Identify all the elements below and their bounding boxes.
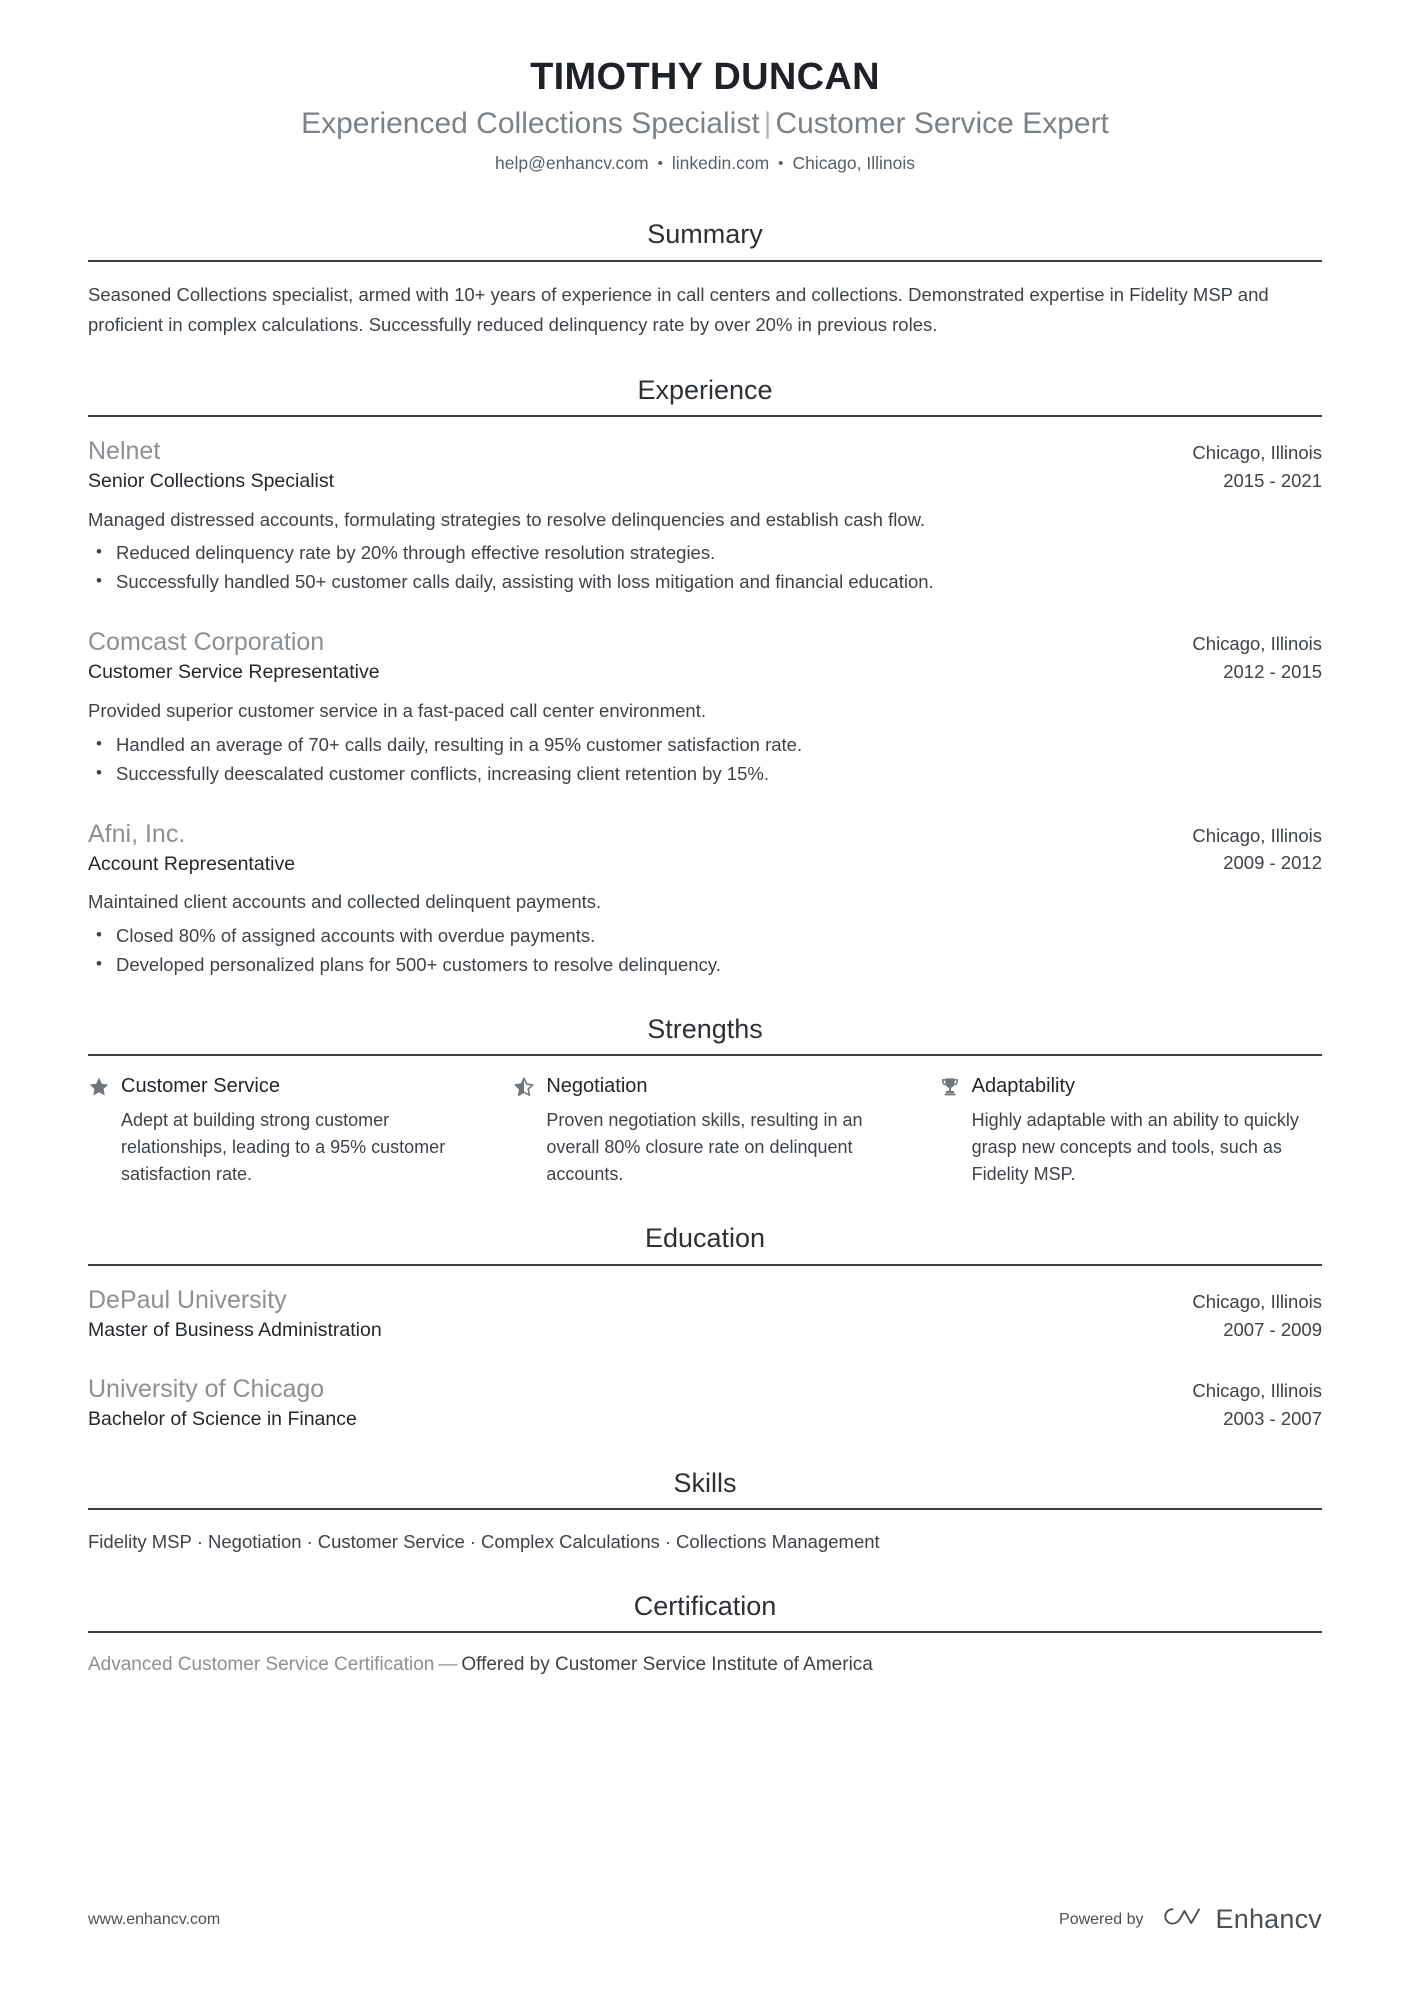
experience-entry bbox=[88, 626, 1322, 787]
certification-dash: — bbox=[438, 1654, 458, 1676]
education-entry bbox=[88, 1284, 1322, 1343]
job-bullet: • Successfully deescalated customer conflicts, increasing client retention by 15%. bbox=[88, 760, 1322, 788]
candidate-headline bbox=[88, 106, 1322, 142]
job-bullet: • Developed personalized plans for 500+ customers to resolve delinquency. bbox=[88, 951, 1322, 979]
skill-item: Negotiation bbox=[208, 1530, 302, 1552]
job-description: Maintained client accounts and collected delinquent payments. bbox=[88, 891, 602, 913]
star-filled-icon bbox=[88, 1076, 110, 1098]
education-entry-right bbox=[1168, 1290, 1322, 1342]
headline-divider: | bbox=[763, 106, 772, 140]
education-section-title: Education bbox=[644, 1223, 766, 1254]
contact-line bbox=[88, 152, 1322, 175]
skill-separator: · bbox=[306, 1530, 313, 1552]
company-name: Comcast Corporation bbox=[88, 628, 325, 657]
school-dates: 2007 - 2009 bbox=[1223, 1318, 1322, 1340]
job-title: Account Representative bbox=[88, 852, 296, 875]
summary-section-title: Summary bbox=[647, 219, 763, 250]
skill-item: Collections Management bbox=[676, 1530, 880, 1552]
job-dates: 2015 - 2021 bbox=[1223, 469, 1322, 491]
skill-item: Customer Service bbox=[317, 1530, 465, 1552]
job-location: Chicago, Illinois bbox=[1192, 824, 1322, 846]
degree-name: Master of Business Administration bbox=[88, 1318, 382, 1341]
summary-text: Seasoned Collections specialist, armed with 10+ years of experience in call centers and collections. Demonstrated expertise in Fidelity MSP and proficient in complex calculations. Successfully reduced delinquency rate by over 20% in previous roles. bbox=[88, 283, 1269, 335]
strength-description: Adept at building strong customer relationships, leading to a 95% customer satisfaction rate. bbox=[121, 1110, 446, 1185]
education-entry-right bbox=[1168, 1379, 1322, 1431]
footer-website-url[interactable]: www.enhancv.com bbox=[88, 1910, 221, 1928]
strength-description: Highly adaptable with an ability to quickly grasp new concepts and tools, such as Fidelity MSP. bbox=[971, 1110, 1299, 1185]
strength-header bbox=[939, 1074, 1322, 1099]
trophy-icon bbox=[939, 1076, 961, 1098]
summary-section-rule bbox=[88, 260, 1322, 262]
school-location: Chicago, Illinois bbox=[1192, 1380, 1322, 1402]
experience-entry-left bbox=[88, 818, 1168, 877]
strength-label: Customer Service bbox=[121, 1075, 280, 1098]
page-footer bbox=[88, 1904, 1322, 1935]
skills-list bbox=[88, 1528, 1322, 1556]
education-section bbox=[88, 1222, 1322, 1432]
job-bullet: • Reduced delinquency rate by 20% through effective resolution strategies. bbox=[88, 539, 1322, 567]
school-name: University of Chicago bbox=[88, 1375, 325, 1404]
skill-item: Fidelity MSP bbox=[88, 1530, 192, 1552]
school-location: Chicago, Illinois bbox=[1192, 1290, 1322, 1312]
school-name: DePaul University bbox=[88, 1285, 287, 1314]
certification-issuer: Offered by Customer Service Institute of America bbox=[461, 1654, 873, 1676]
job-bullet: • Closed 80% of assigned accounts with overdue payments. bbox=[88, 922, 1322, 950]
experience-section-title: Experience bbox=[637, 374, 773, 405]
experience-section bbox=[88, 374, 1322, 979]
education-entry bbox=[88, 1373, 1322, 1432]
job-bullet: • Handled an average of 70+ calls daily, resulting in a 95% customer satisfaction rate. bbox=[88, 731, 1322, 759]
strengths-section-rule bbox=[88, 1054, 1322, 1056]
job-title: Senior Collections Specialist bbox=[88, 470, 335, 493]
education-entry-left bbox=[88, 1373, 1168, 1432]
star-half-icon bbox=[513, 1076, 535, 1098]
experience-entry-left bbox=[88, 626, 1168, 685]
powered-by-label: Powered by bbox=[1059, 1910, 1144, 1928]
strengths-grid bbox=[88, 1074, 1322, 1188]
enhancv-wordmark: Enhancv bbox=[1215, 1904, 1322, 1934]
company-name: Nelnet bbox=[88, 437, 161, 466]
experience-entry-right bbox=[1168, 441, 1322, 493]
experience-entry-header bbox=[88, 818, 1322, 877]
experience-entry-left bbox=[88, 435, 1168, 494]
strength-item bbox=[939, 1074, 1322, 1188]
skills-section-title: Skills bbox=[673, 1467, 737, 1498]
job-bullets bbox=[88, 539, 1322, 596]
job-location: Chicago, Illinois bbox=[1192, 442, 1322, 464]
education-entry-header bbox=[88, 1284, 1322, 1343]
enhancv-logo-icon bbox=[1160, 1904, 1206, 1935]
company-name: Afni, Inc. bbox=[88, 819, 186, 848]
job-bullets bbox=[88, 922, 1322, 979]
school-dates: 2003 - 2007 bbox=[1223, 1407, 1322, 1429]
strength-header bbox=[88, 1074, 471, 1099]
skill-separator: · bbox=[196, 1530, 203, 1552]
strength-description: Proven negotiation skills, resulting in an overall 80% closure rate on delinquent accounts. bbox=[546, 1110, 863, 1185]
contact-separator-1: • bbox=[657, 154, 663, 172]
experience-entry-right bbox=[1168, 824, 1322, 876]
education-entry-left bbox=[88, 1284, 1168, 1343]
candidate-name: TIMOTHY DUNCAN bbox=[530, 56, 880, 98]
headline-right: Customer Service Expert bbox=[775, 106, 1109, 140]
skills-section-rule bbox=[88, 1508, 1322, 1510]
job-bullets bbox=[88, 731, 1322, 788]
strength-label: Negotiation bbox=[546, 1075, 648, 1098]
skill-separator: · bbox=[469, 1530, 476, 1552]
job-bullet: • Successfully handled 50+ customer calls daily, assisting with loss mitigation and financial education. bbox=[88, 568, 1322, 596]
enhancv-brand bbox=[1160, 1904, 1322, 1935]
certification-section-title: Certification bbox=[633, 1590, 777, 1621]
certification-section-rule bbox=[88, 1631, 1322, 1633]
education-section-rule bbox=[88, 1264, 1322, 1266]
headline-left: Experienced Collections Specialist bbox=[301, 106, 760, 140]
experience-section-rule bbox=[88, 415, 1322, 417]
job-title: Customer Service Representative bbox=[88, 661, 380, 684]
strengths-section bbox=[88, 1013, 1322, 1188]
contact-linkedin[interactable]: linkedin.com bbox=[671, 152, 770, 173]
skills-section bbox=[88, 1467, 1322, 1556]
strength-item bbox=[513, 1074, 938, 1188]
contact-email[interactable]: help@enhancv.com bbox=[494, 152, 649, 173]
education-entry-header bbox=[88, 1373, 1322, 1432]
job-description: Provided superior customer service in a fast-paced call center environment. bbox=[88, 699, 706, 721]
certification-entry bbox=[88, 1651, 1322, 1679]
resume-header bbox=[88, 56, 1322, 174]
footer-branding bbox=[1059, 1904, 1322, 1935]
job-dates: 2012 - 2015 bbox=[1223, 661, 1322, 683]
strength-header bbox=[513, 1074, 896, 1099]
job-location: Chicago, Illinois bbox=[1192, 633, 1322, 655]
job-dates: 2009 - 2012 bbox=[1223, 852, 1322, 874]
experience-entry-header bbox=[88, 626, 1322, 685]
certification-name: Advanced Customer Service Certification bbox=[88, 1654, 435, 1676]
experience-entry-right bbox=[1168, 632, 1322, 684]
experience-entry-header bbox=[88, 435, 1322, 494]
contact-location: Chicago, Illinois bbox=[792, 152, 915, 173]
skill-item: Complex Calculations bbox=[480, 1530, 660, 1552]
skill-separator: · bbox=[664, 1530, 672, 1552]
strength-item bbox=[88, 1074, 513, 1188]
certification-section bbox=[88, 1590, 1322, 1679]
summary-section bbox=[88, 218, 1322, 339]
strengths-section-title: Strengths bbox=[647, 1014, 763, 1045]
experience-entry bbox=[88, 818, 1322, 979]
job-description: Managed distressed accounts, formulating strategies to resolve delinquencies and establish cash flow. bbox=[88, 508, 926, 530]
experience-entry bbox=[88, 435, 1322, 596]
strength-label: Adaptability bbox=[971, 1075, 1076, 1098]
contact-separator-2: • bbox=[778, 154, 784, 172]
degree-name: Bachelor of Science in Finance bbox=[88, 1408, 357, 1431]
